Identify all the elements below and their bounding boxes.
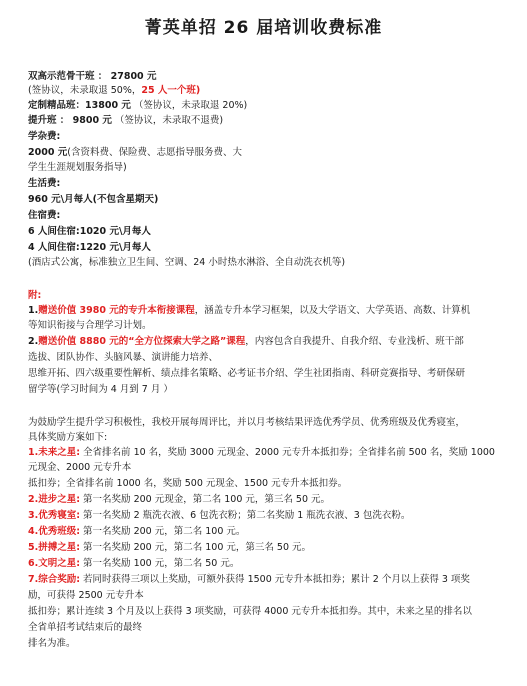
award-civility-star [28, 557, 508, 570]
award-text: 第一名奖励 100 元，第二名 50 元。 [80, 558, 240, 569]
appendix-item-1-cont: 等知识衔接与合理学习计划。 [28, 320, 152, 331]
appendix-item-2-cont-2: 思维开拓、四六级重要性解析、绩点排名策略、必考证书介绍、学生社团指南、科研竞赛指导、考研保研 [28, 368, 466, 379]
award-text: 第一名奖励 2 瓶洗衣液、6 包洗衣粉；第二名奖励 1 瓶洗衣液、3 包洗衣粉。 [80, 510, 411, 521]
award-title: 1.未来之星: [28, 447, 81, 458]
award-striving-star [28, 541, 508, 554]
awards-intro-cont: 具体奖励方案如下: [28, 432, 108, 443]
award-future-star [28, 446, 508, 459]
award-comprehensive-cont-3: 全省单招考试结束后的最终 [28, 622, 143, 633]
award-title: 6.文明之星: [28, 558, 81, 569]
award-title: 5.拼搏之星: [28, 542, 81, 553]
award-text: 第一名奖励 200 元现金，第二名 100 元，第三名 50 元。 [80, 494, 331, 505]
item-number: 2. [28, 336, 39, 347]
award-text: 若同时获得三项以上奖励，可额外获得 1500 元专升本抵扣券；累计 2 个月以上获得 3 项奖 [80, 574, 470, 585]
living-fee-heading: 生活费: [28, 178, 61, 189]
custom-class-note: （签协议，未录取退 20%) [130, 100, 248, 111]
award-comprehensive-cont-2: 抵扣券；累计连续 3 个月及以上获得 3 项奖励，可获得 4000 元专升本抵扣券。其中，未来之星的排名以 [28, 606, 472, 617]
fee-double-high-note [28, 84, 508, 97]
appendix-item-1 [28, 304, 508, 317]
appendix-item-2-cont-1: 选拔、团队协作、头脑风暴、演讲能力培养、 [28, 352, 219, 363]
misc-fee-detail-cont: 学生生涯规划服务指导) [28, 162, 127, 173]
misc-fee-amount: 2000 元 [28, 147, 68, 158]
appendix-item-2 [28, 335, 508, 348]
fee-custom-class [28, 99, 508, 112]
dorm-fee-4-person: 4 人间住宿:1220 元\月每人 [28, 242, 151, 253]
improve-class-price: 提升班 ： 9800 元 [28, 115, 112, 126]
award-text: 全省排名前 10 名，奖励 3000 元现金、2000 元专升本抵扣券；全省排名前 500 名，奖励 1000 [80, 447, 495, 458]
note-text: (签协议，未录取退 50%， [28, 85, 142, 96]
award-title: 4.优秀班级: [28, 526, 81, 537]
living-fee-amount: 960 元\月每人(不包含星期天) [28, 194, 159, 205]
award-title: 2.进步之星: [28, 494, 81, 505]
item-highlight: 赠送价值 8880 元的“全方位探索大学之路”课程 [38, 336, 246, 347]
award-title: 7.综合奖励: [28, 574, 81, 585]
item-text: ，涵盖专升本学习框架，以及大学语文、大学英语、高数、计算机 [194, 305, 471, 316]
custom-class-price: 定制精品班：13800 元 [28, 100, 131, 111]
dorm-fee-heading: 住宿费: [28, 210, 61, 221]
dorm-fee-6-person: 6 人间住宿:1020 元\月每人 [28, 226, 151, 237]
award-future-star-cont-2: 抵扣券；全省排名前 1000 名，奖励 500 元现金、1500 元专升本抵扣券。 [28, 478, 348, 489]
class-size-highlight: 25 人一个班) [141, 85, 201, 96]
award-comprehensive-cont-4: 排名为准。 [28, 638, 76, 649]
award-best-dorm [28, 509, 508, 522]
misc-fee-heading: 学杂费: [28, 131, 61, 142]
award-best-class [28, 525, 508, 538]
awards-intro: 为鼓励学生提升学习积极性，我校开展每周评比，并以月考核结果评选优秀学员、优秀班级及优秀寝室， [28, 417, 466, 428]
item-highlight: 赠送价值 3980 元的专升本衔接课程 [38, 305, 195, 316]
dorm-amenities: (酒店式公寓，标准独立卫生间、空调、24 小时热水淋浴、全自动洗衣机等) [28, 257, 346, 268]
award-progress-star [28, 493, 508, 506]
misc-fee-line [28, 146, 508, 159]
award-comprehensive-cont-1: 励，可获得 2500 元专升本 [28, 590, 144, 601]
misc-fee-detail: (含资料费、保险费、志愿指导服务费、大 [67, 147, 242, 158]
fee-improve-class [28, 114, 508, 127]
award-text: 第一名奖励 200 元，第二名 100 元。 [80, 526, 246, 537]
appendix-item-2-cont-3: 留学等(学习时间为 4 月到 7 月 ） [28, 384, 173, 395]
award-comprehensive [28, 573, 508, 586]
award-text: 第一名奖励 200 元，第二名 100 元，第三名 50 元。 [80, 542, 312, 553]
improve-class-note: （签协议，未录取不退费) [111, 115, 224, 126]
item-number: 1. [28, 305, 39, 316]
item-text: ，内容包含自我提升、自我介绍、专业浅析、班干部 [245, 336, 464, 347]
award-title: 3.优秀寝室: [28, 510, 81, 521]
award-future-star-cont-1: 元现金、2000 元专升本 [28, 462, 132, 473]
appendix-label: 附: [28, 290, 42, 301]
fee-double-high-class: 双高示范骨干班 ： 27800 元 [28, 71, 157, 82]
page-title: 菁英单招 26 届培训收费标准 [144, 18, 383, 38]
